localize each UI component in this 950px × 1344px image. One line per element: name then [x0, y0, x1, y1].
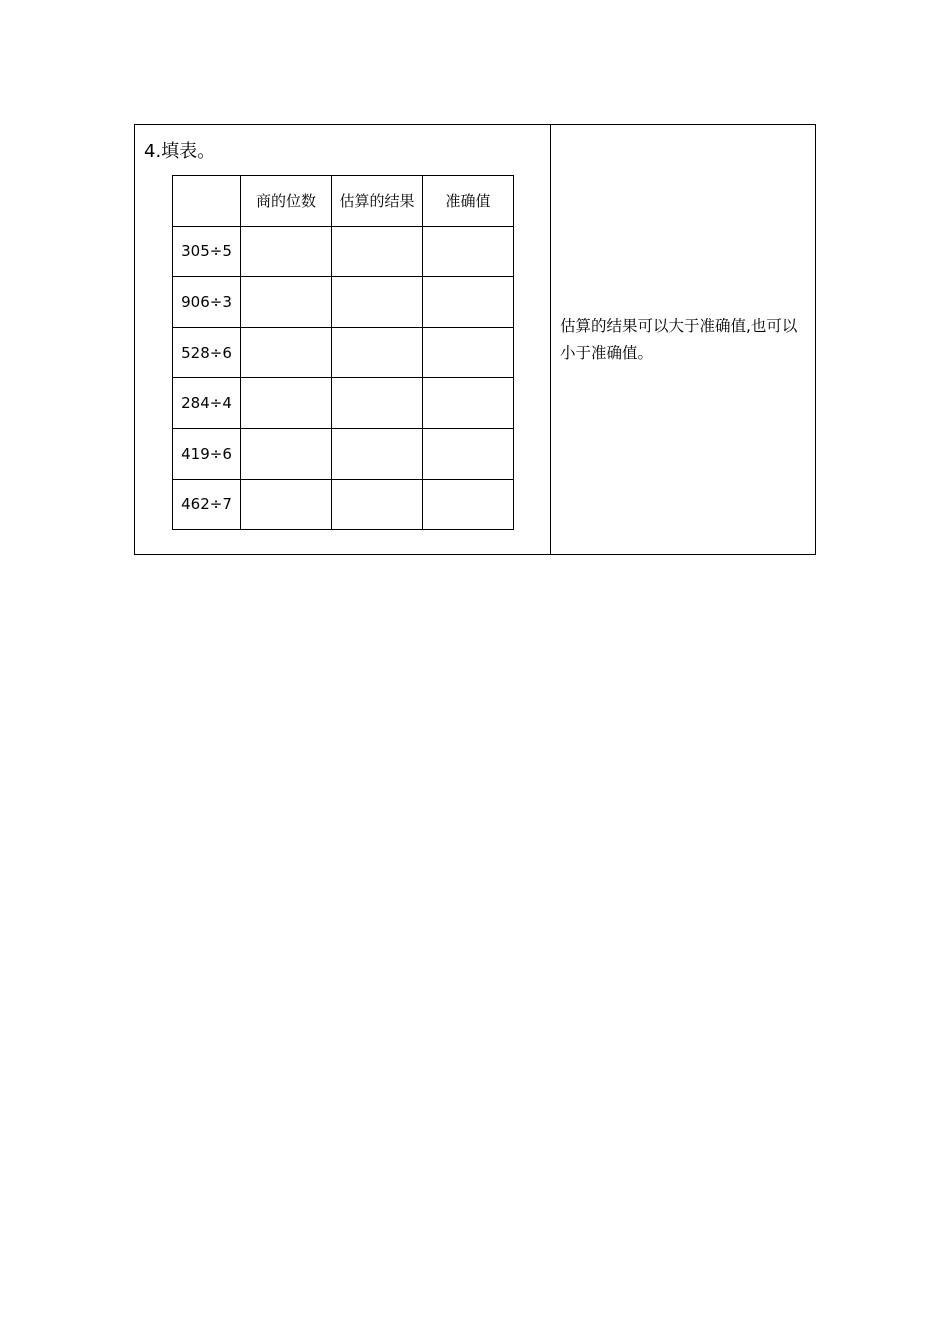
table-row — [173, 277, 514, 328]
table-row — [173, 327, 514, 378]
header-estimate: 估算的结果 — [332, 176, 423, 227]
table-row — [173, 479, 514, 530]
exact-value-blank[interactable] — [423, 226, 514, 277]
division-expression: 305÷5 — [173, 226, 241, 277]
estimate-blank[interactable] — [332, 479, 423, 530]
table-row — [173, 378, 514, 429]
note-cell — [551, 125, 816, 555]
division-expression: 528÷6 — [173, 327, 241, 378]
table-row — [173, 226, 514, 277]
quotient-digits-blank[interactable] — [241, 327, 332, 378]
estimation-note: 估算的结果可以大于准确值,也可以小于准确值。 — [560, 316, 798, 362]
quotient-digits-blank[interactable] — [241, 378, 332, 429]
header-exact-value: 准确值 — [423, 176, 514, 227]
quotient-digits-blank[interactable] — [241, 277, 332, 328]
table-row — [173, 428, 514, 479]
division-expression: 462÷7 — [173, 479, 241, 530]
worksheet-frame — [134, 124, 816, 555]
exercise-title: 4.填表。 — [144, 141, 216, 162]
estimate-blank[interactable] — [332, 226, 423, 277]
exact-value-blank[interactable] — [423, 378, 514, 429]
division-expression: 419÷6 — [173, 428, 241, 479]
estimate-blank[interactable] — [332, 277, 423, 328]
fill-in-table — [172, 175, 514, 530]
quotient-digits-blank[interactable] — [241, 479, 332, 530]
exact-value-blank[interactable] — [423, 428, 514, 479]
exact-value-blank[interactable] — [423, 479, 514, 530]
quotient-digits-blank[interactable] — [241, 226, 332, 277]
header-quotient-digits: 商的位数 — [241, 176, 332, 227]
exact-value-blank[interactable] — [423, 277, 514, 328]
estimate-blank[interactable] — [332, 428, 423, 479]
estimate-blank[interactable] — [332, 327, 423, 378]
estimate-blank[interactable] — [332, 378, 423, 429]
exercise-cell — [135, 125, 551, 555]
exact-value-blank[interactable] — [423, 327, 514, 378]
division-expression: 284÷4 — [173, 378, 241, 429]
table-header-row — [173, 176, 514, 227]
quotient-digits-blank[interactable] — [241, 428, 332, 479]
header-corner-cell — [173, 176, 241, 227]
division-expression: 906÷3 — [173, 277, 241, 328]
